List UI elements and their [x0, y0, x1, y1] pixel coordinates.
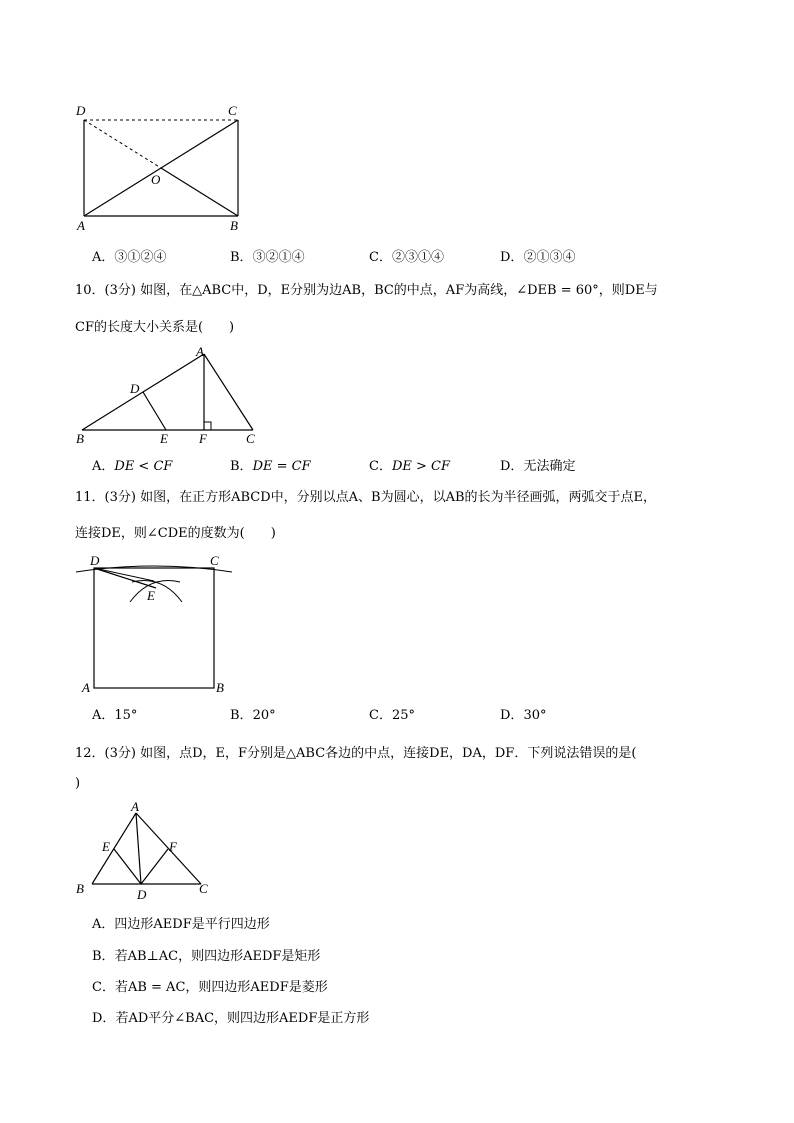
q11-option-d: D．30°: [500, 708, 547, 723]
q12-label-f: F: [169, 839, 177, 854]
q12-label-e: E: [102, 839, 110, 854]
q9-option-b: B．③②①④: [230, 250, 305, 265]
q10-option-c: C．DE > CF: [369, 459, 450, 474]
q10-figure: [70, 342, 270, 447]
q10-stem-line2: CF的长度大小关系是( ): [75, 320, 235, 335]
q9-option-c: C．②③①④: [369, 250, 444, 265]
q10-label-d: D: [130, 381, 140, 396]
q9-label-d: D: [76, 103, 86, 118]
q12-figure: [70, 800, 220, 900]
q11-label-a: A: [82, 680, 90, 695]
q12-label-d: D: [137, 887, 147, 900]
q11-stem-line2: 连接DE，则∠CDE的度数为( ): [75, 526, 276, 541]
q12-option-b: B．若AB⊥AC，则四边形AEDF是矩形: [92, 949, 321, 964]
q9-option-d: D．②①③④: [500, 250, 576, 265]
q10-option-b: B．DE = CF: [230, 459, 311, 474]
q9-option-a: A．③①②④: [92, 250, 167, 265]
q12-option-a: A．四边形AEDF是平行四边形: [92, 917, 270, 932]
q10-label-b: B: [76, 431, 84, 446]
q12-label-a: A: [131, 800, 139, 814]
q12-label-c: C: [199, 881, 208, 896]
q10-label-f: F: [199, 431, 207, 446]
q11-option-c: C．25°: [369, 708, 415, 723]
q11-option-b: B．20°: [230, 708, 276, 723]
q10-option-a: A．DE < CF: [92, 459, 173, 474]
q9-label-a: A: [77, 218, 85, 233]
q12-option-c: C．若AB = AC，则四边形AEDF是菱形: [92, 980, 328, 995]
q11-stem-line1: 11．(3分) 如图，在正方形ABCD中，分别以点A、B为圆心，以AB的长为半径画弧，两弧交于点E，: [75, 490, 657, 505]
q11-option-a: A．15°: [92, 708, 138, 723]
q9-label-b: B: [230, 218, 238, 233]
q12-stem-line1: 12．(3分) 如图，点D，E，F分别是△ABC各边的中点，连接DE，DA，DF．下列说法错误的是(: [75, 746, 637, 761]
q10-option-d: D．无法确定: [500, 459, 576, 474]
q9-label-o: O: [151, 172, 161, 187]
q12-stem-line2: ): [75, 776, 81, 791]
q10-stem-line1: 10．(3分) 如图，在△ABC中，D，E分别为边AB，BC的中点，AF为高线，∠DEB = 60°，则DE与: [75, 283, 658, 298]
q10-label-e: E: [160, 431, 168, 446]
q9-figure: [70, 100, 260, 235]
q11-label-b: B: [216, 680, 224, 695]
q11-label-d: D: [90, 553, 100, 568]
q11-label-c: C: [210, 553, 219, 568]
q11-label-e: E: [147, 588, 155, 603]
q12-option-d: D．若AD平分∠BAC，则四边形AEDF是正方形: [92, 1011, 370, 1026]
q12-label-b: B: [76, 881, 84, 896]
q10-label-c: C: [246, 431, 255, 446]
q10-label-a: A: [196, 344, 204, 359]
q9-label-c: C: [228, 103, 237, 118]
q11-figure: [70, 550, 245, 700]
